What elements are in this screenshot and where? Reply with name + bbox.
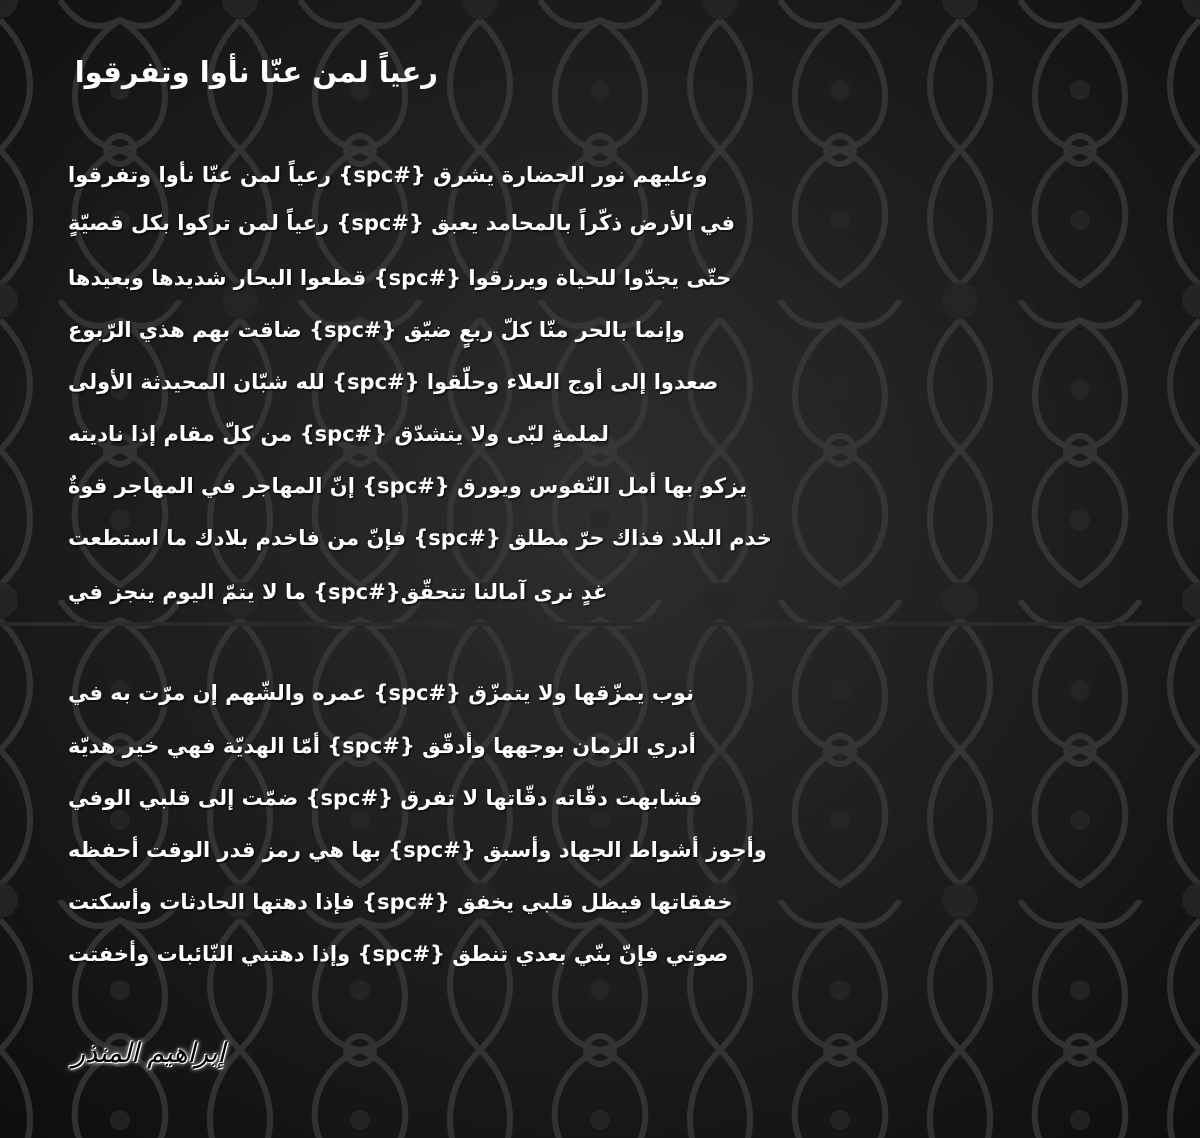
poem-line: غدٍ نرى آمالنا تتحقّق{#spc} ما لا يتمّ اليوم ينجز في (68, 580, 608, 604)
poem-line: فشابهت دقّاته دقّاتها لا تفرق {#spc} ضمّت إلى قلبي الوفي (68, 786, 703, 810)
poem-line: نوب يمزّقها ولا يتمزّق {#spc} عمره والشّهم إن مرّت به في (68, 681, 694, 705)
poem-line: وإنما بالحر منّا كلّ ربعٍ ضيّق {#spc} ضاقت بهم هذي الرّبوع (68, 318, 685, 342)
poem-line: وأجوز أشواط الجهاد وأسبق {#spc} بها هي رمز قدر الوقت أحفظه (68, 838, 767, 862)
poem-title: رعياً لمن عنّا نأوا وتفرقوا (74, 55, 438, 89)
poem-line: أدري الزمان بوجهها وأدقّق {#spc} أمّا الهديّة فهي خير هديّة (68, 734, 696, 758)
poem-line: حتّى يجدّوا للحياة ويرزقوا {#spc} قطعوا البحار شديدها وبعيدها (68, 266, 732, 290)
poem-line: وعليهم نور الحضارة يشرق {#spc} رعياً لمن عنّا نأوا وتفرقوا (68, 163, 708, 187)
author-signature: إبراهيم المنذر (72, 1038, 226, 1069)
poem-line: يزكو بها أمل النّفوس ويورق {#spc} إنّ المهاجر في المهاجر قوةٌ (68, 474, 748, 498)
poem-line: خفقاتها فيظل قلبي يخفق {#spc} فإذا دهتها الحادثات وأسكتت (68, 890, 733, 914)
poem-line: صعدوا إلى أوج العلاء وحلّقوا {#spc} لله شبّان المحيدثة الأولى (68, 370, 719, 394)
poem-line: لملمةٍ لبّى ولا يتشدّق {#spc} من كلّ مقام إذا ناديته (68, 422, 609, 446)
poem-line: في الأرض ذكّراً بالمحامد يعبق {#spc} رعياً لمن تركوا بكل قصيّةٍ (68, 211, 736, 235)
poem-line: صوتي فإنّ بنّي بعدي تنطق {#spc} وإذا دهتني النّائبات وأخفتت (68, 942, 729, 966)
poem-line: خدم البلاد فذاك حرّ مطلق {#spc} فإنّ من فاخدم بلادك ما استطعت (68, 526, 772, 550)
section-divider (0, 622, 1200, 626)
